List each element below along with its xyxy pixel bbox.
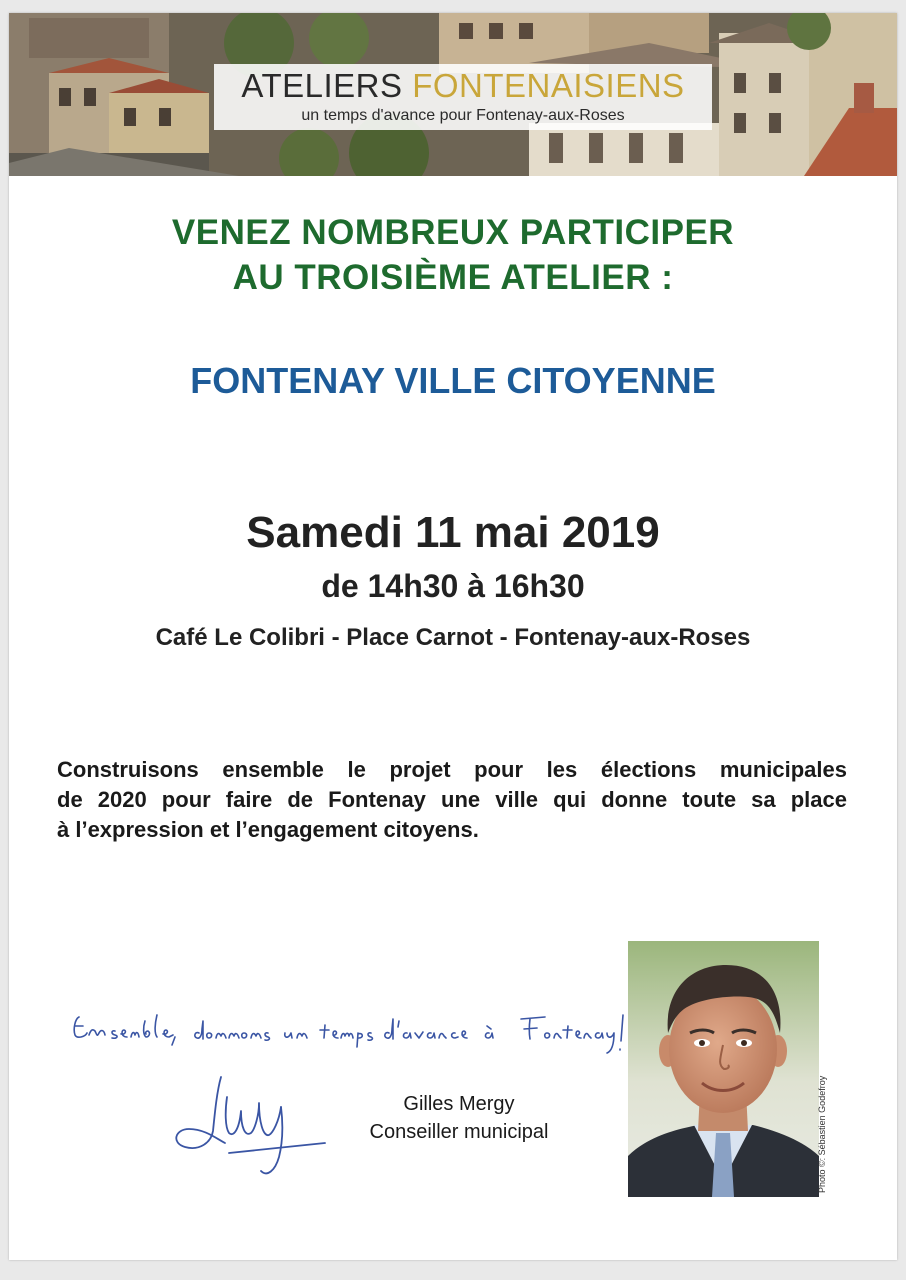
photo-credit: Photo ©: Sébastien Godefroy — [817, 1075, 827, 1193]
signer-block — [349, 1090, 569, 1146]
call-to-participate — [9, 210, 897, 300]
event-time: de 14h30 à 16h30 — [321, 568, 585, 604]
description-paragraph — [57, 755, 847, 845]
handwritten-note-image — [71, 999, 631, 1069]
workshop-theme: FONTENAY VILLE CITOYENNE — [190, 360, 716, 401]
brand-logo-box — [214, 64, 712, 130]
signature — [159, 1071, 329, 1181]
description-line-1: Construisons ensemble le projet pour les élections municipales — [57, 757, 847, 782]
description-line-2: de 2020 pour faire de Fontenay une ville qui donne toute sa place — [57, 787, 847, 812]
event-date: Samedi 11 mai 2019 — [246, 508, 660, 557]
portrait-image — [628, 941, 819, 1197]
flyer-page — [9, 13, 897, 1260]
call-line-1: VENEZ NOMBREUX PARTICIPER — [171, 213, 735, 252]
brand-word-ateliers: ATELIERS — [241, 67, 403, 104]
handwritten-note — [71, 999, 631, 1069]
call-line-2: AU TROISIÈME ATELIER : — [232, 258, 674, 297]
brand-word-fontenaisiens: FONTENAISIENS — [412, 67, 685, 104]
signer-role: Conseiller municipal — [369, 1121, 549, 1143]
description-line-3: à l’expression et l’engagement citoyens. — [57, 817, 479, 842]
signer-name: Gilles Mergy — [403, 1093, 515, 1115]
portrait-photo — [628, 941, 819, 1197]
signature-image — [159, 1071, 329, 1181]
brand-title — [214, 68, 712, 104]
header-banner — [9, 13, 897, 176]
brand-tagline: un temps d'avance pour Fontenay-aux-Roses — [301, 107, 625, 124]
event-place: Café Le Colibri - Place Carnot - Fontenay-aux-Roses — [155, 624, 751, 651]
